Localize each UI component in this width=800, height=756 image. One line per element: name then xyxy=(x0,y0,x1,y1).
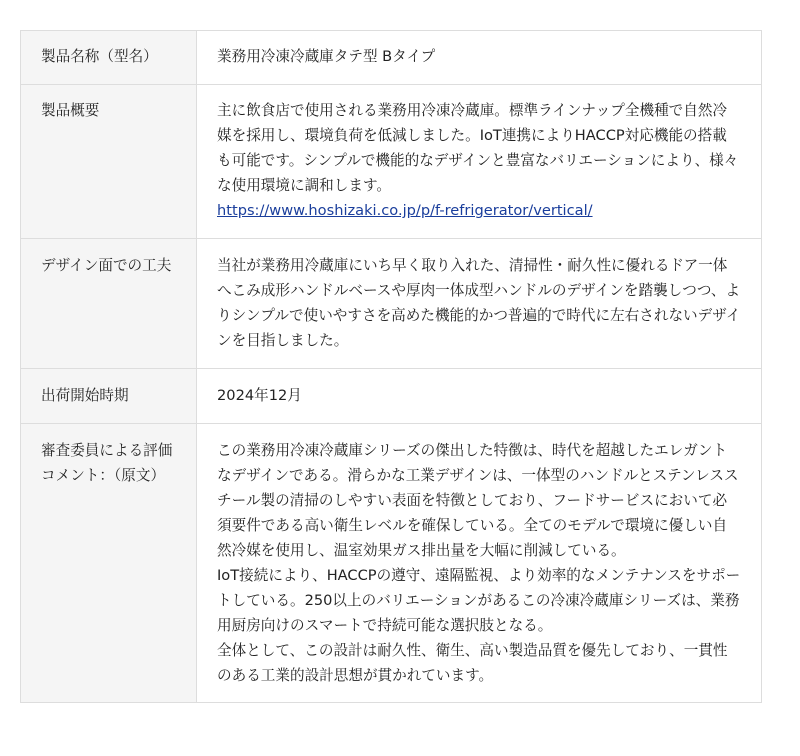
value-cell xyxy=(197,239,762,369)
value-cell xyxy=(197,369,762,424)
value-product-overview: 主に飲食店で使用される業務用冷凍冷蔵庫。標準ラインナップ全機種で自然冷媒を採用し、環境負荷を低減しました。IoT連携によりHACCP対応機能の搭載も可能です。シンプルで機能的なデザインと豊富なバリエーションにより、様々な使用環境に調和します。 xyxy=(217,102,739,194)
label-cell xyxy=(21,85,197,239)
label-design-features: デザイン面での工夫 xyxy=(41,257,172,274)
product-page-link[interactable]: https://www.hoshizaki.co.jp/p/f-refrigerator/vertical/ xyxy=(217,202,593,219)
value-shipping-start: 2024年12月 xyxy=(217,387,302,404)
label-cell xyxy=(21,369,197,424)
row-shipping-start xyxy=(21,369,762,424)
row-product-overview xyxy=(21,85,762,239)
value-design-features: 当社が業務用冷蔵庫にいち早く取り入れた、清掃性・耐久性に優れるドア一体へこみ成形ハンドルベースや厚肉一体成型ハンドルのデザインを踏襲しつつ、よりシンプルで使いやすさを高めた機能的かつ普遍的で時代に左右されないデザインを目指しました。 xyxy=(217,257,741,349)
label-shipping-start: 出荷開始時期 xyxy=(41,387,129,404)
label-cell xyxy=(21,239,197,369)
label-product-overview: 製品概要 xyxy=(41,102,100,119)
label-jury-comment: 審査委員による評価コメント：（原文） xyxy=(41,442,173,484)
row-jury-comment xyxy=(21,424,762,703)
jury-comment-paragraph-1: この業務用冷凍冷蔵庫シリーズの傑出した特徴は、時代を超越したエレガントなデザインである。滑らかな工業デザインは、一体型のハンドルとステンレススチール製の清掃のしやすい表面を特徴としており、フードサービスにおいて必須要件である高い衛生レベルを確保している。全てのモデルで環境に優しい自然冷媒を使用し、温室効果ガス排出量を大幅に削減している。 xyxy=(217,442,739,559)
jury-comment-paragraph-3: 全体として、この設計は耐久性、衛生、高い製造品質を優先しており、一貫性のある工業的設計思想が貫かれています。 xyxy=(217,642,728,684)
value-product-name: 業務用冷凍冷蔵庫タテ型 Bタイプ xyxy=(217,48,436,65)
label-cell xyxy=(21,424,197,703)
row-design-features xyxy=(21,239,762,369)
product-spec-section xyxy=(20,30,762,703)
row-product-name xyxy=(21,31,762,85)
value-cell xyxy=(197,85,762,239)
value-cell xyxy=(197,424,762,703)
product-spec-table xyxy=(20,30,762,703)
jury-comment-paragraph-2: IoT接続により、HACCPの遵守、遠隔監視、より効率的なメンテナンスをサポートしている。250以上のバリエーションがあるこの冷凍冷蔵庫シリーズは、業務用厨房向けのスマートで持続可能な選択肢となる。 xyxy=(217,567,741,634)
value-cell xyxy=(197,31,762,85)
label-product-name: 製品名称（型名） xyxy=(41,48,158,65)
label-cell xyxy=(21,31,197,85)
